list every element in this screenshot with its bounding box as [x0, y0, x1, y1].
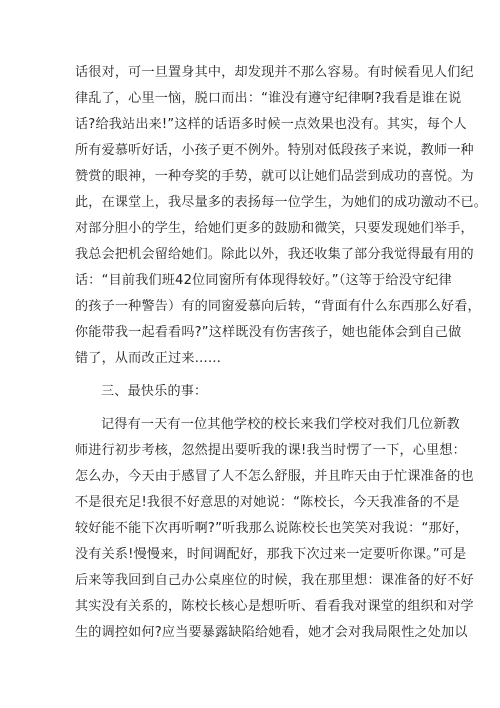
text-line: 话很对，可一旦置身其中，却发现并不那么容易。有时候看见人们纪	[75, 65, 474, 80]
text-line: 话?给我站出来!”这样的话语多时候一点效果也没有。其实，每个人	[75, 117, 467, 132]
text-line: 我总会把机会留给她们。除此以外，我还收集了部分我觉得最有用的	[75, 247, 474, 262]
text-line: 的孩子一种警告）有的同窗爱慕向后转，“背面有什么东西那么好看，	[75, 299, 481, 314]
text-line: 后来等我回到自己办公桌座位的时候，我在那里想：课准备的好不好	[75, 573, 474, 588]
text-line: 所有爱慕听好话，小孩子更不例外。特别对低段孩子来说，教师一种	[75, 143, 474, 158]
text-line: 较好能不能下次再听啊?”听我那么说陈校长也笑笑对我说：“那好，	[75, 521, 469, 536]
text-line: 记得有一天有一位其他学校的校长来我们学校对我们几位新教	[101, 417, 460, 432]
text-line: 赞赏的眼神，一种夸奖的手势，就可以让她们品尝到成功的喜悦。为	[75, 169, 474, 184]
document-body	[75, 60, 488, 646]
section-heading: 三、最快乐的事：	[101, 384, 208, 399]
text-line: 师进行初步考核，忽然提出要听我的课!我当时愣了一下，心里想：	[75, 443, 466, 458]
text-line: 你能带我一起看看吗?”这样既没有伤害孩子，她也能体会到自己做	[75, 325, 462, 340]
text-line: 话：“目前我们班42位同窗所有体现得较好。”（这等于给没守纪律	[75, 273, 452, 288]
text-line: 律乱了，心里一恼，脱口而出：“谁没有遵守纪律啊?我看是谁在说	[75, 91, 462, 106]
text-line: 生的调控如何?应当要暴露缺陷给她看，她才会对我局限性之处加以	[75, 625, 468, 640]
text-line: 其实没有关系的，陈校长核心是想听听、看看我对课堂的组织和对学	[75, 599, 474, 614]
text-line: 没有关系!慢慢来，时间调配好，那我下次过来一定要听你课。”可是	[75, 547, 467, 562]
text-line: 对部分胆小的学生，给她们更多的鼓励和微笑，只要发现她们举手，	[75, 221, 474, 236]
text-line: 不是很充足!我很不好意思的对她说：“陈校长，今天我准备的不是	[75, 495, 460, 510]
text-line: 错了，从而改正过来……	[75, 351, 222, 366]
text-line: 怎么办，今天由于感冒了人不怎么舒服，并且昨天由于忙课准备的也	[75, 469, 474, 484]
text-line: 此，在课堂上，我尽量多的表扬每一位学生，为她们的成功激动不已。	[75, 195, 488, 210]
